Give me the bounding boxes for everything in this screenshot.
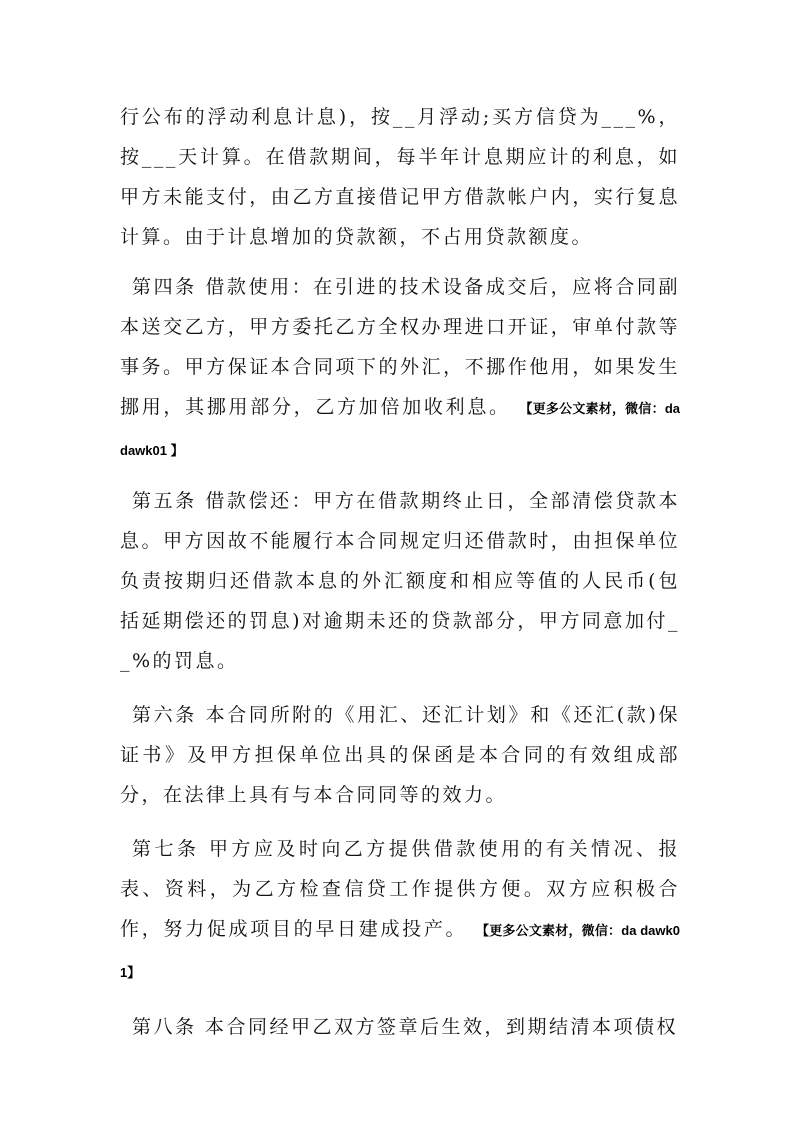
paragraph-text: 第四条 借款使用：在引进的技术设备成交后，应将合同副本送交乙方，甲方委托乙方全权办理进口开证，审单付款等事务。甲方保证本合同项下的外汇，不挪作他用，如果发生挪用，其挪用部分，乙方加倍加收利息。	[120, 276, 680, 418]
document-body	[120, 97, 680, 1047]
paragraph-article-4-loan-use	[120, 267, 680, 471]
paragraph-article-7-reporting	[120, 829, 680, 993]
promo-note: 【更多公文素材，微信：da dawk01】	[120, 923, 680, 980]
promo-note: 【更多公文素材，微信：dadawk01 】	[120, 401, 680, 458]
paragraph-article-5-loan-repayment	[120, 481, 680, 681]
paragraph-loan-interest-continuation	[120, 97, 680, 257]
paragraph-text: 第六条 本合同所附的《用汇、还汇计划》和《还汇(款)保证书》及甲方担保单位出具的保函是本合同的有效组成部分，在法律上具有与本合同同等的效力。	[120, 704, 680, 806]
paragraph-text: 行公布的浮动利息计息)，按__月浮动;买方信贷为___%，按___天计算。在借款期间，每半年计息期应计的利息，如甲方未能支付，由乙方直接借记甲方借款帐户内，实行复息计算。由于计息增加的贷款额，不占用贷款额度。	[120, 106, 680, 248]
paragraph-article-6-attachments	[120, 695, 680, 815]
paragraph-text: 第七条 甲方应及时向乙方提供借款使用的有关情况、报表、资料，为乙方检查信贷工作提供方便。双方应积极合作，努力促成项目的早日建成投产。	[120, 838, 680, 940]
paragraph-text: 第八条 本合同经甲乙双方签章后生效，到期结清本项债权	[132, 1016, 679, 1038]
paragraph-text: 第五条 借款偿还：甲方在借款期终止日，全部清偿贷款本息。甲方因故不能履行本合同规定归还借款时，由担保单位负责按期归还借款本息的外汇额度和相应等值的人民币(包括延期偿还的罚息)对逾期未还的贷款部分，甲方同意加付__%的罚息。	[120, 490, 680, 672]
paragraph-article-8-effectiveness	[120, 1007, 680, 1047]
